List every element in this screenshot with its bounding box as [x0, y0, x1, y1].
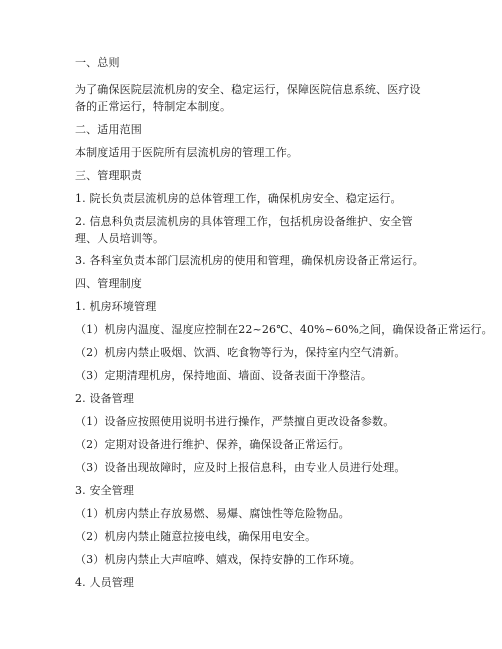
list-item-environment-3: （3）定期清理机房，保持地面、墙面、设备表面干净整洁。 — [75, 369, 373, 382]
section-heading-scope: 二、适用范围 — [75, 123, 142, 136]
subsection-heading-environment: 1. 机房环境管理 — [75, 300, 157, 313]
subsection-heading-safety: 3. 安全管理 — [75, 484, 135, 497]
list-item-equipment-2: （2）定期对设备进行维护、保养，确保设备正常运行。 — [75, 438, 350, 451]
list-item-equipment-3: （3）设备出现故障时，应及时上报信息科，由专业人员进行处理。 — [75, 461, 406, 474]
list-item-safety-1: （1）机房内禁止存放易燃、易爆、腐蚀性等危险物品。 — [75, 507, 350, 520]
section-heading-responsibilities: 三、管理职责 — [75, 169, 142, 182]
list-item-responsibility-2: 2. 信息科负责层流机房的具体管理工作，包括机房设备维护、安全管理、人员培训等。 — [75, 215, 413, 245]
list-item-equipment-1: （1）设备应按照使用说明书进行操作，严禁擅自更改设备参数。 — [75, 415, 395, 428]
list-item-safety-3: （3）机房内禁止大声喧哗、嬉戏，保持安静的工作环境。 — [75, 553, 361, 566]
list-item-responsibility-3: 3. 各科室负责本部门层流机房的使用和管理，确保机房设备正常运行。 — [75, 254, 424, 267]
paragraph-purpose: 为了确保医院层流机房的安全、稳定运行，保障医院信息系统、医疗设备的正常运行，特制定本制度。 — [75, 83, 421, 113]
paragraph-scope: 本制度适用于医院所有层流机房的管理工作。 — [75, 146, 298, 159]
subsection-heading-personnel: 4. 人员管理 — [75, 576, 135, 589]
list-item-responsibility-1: 1. 院长负责层流机房的总体管理工作，确保机房安全、稳定运行。 — [75, 192, 402, 205]
list-item-safety-2: （2）机房内禁止随意拉接电线，确保用电安全。 — [75, 530, 317, 543]
section-heading-rules: 四、管理制度 — [75, 277, 142, 290]
list-item-environment-2: （2）机房内禁止吸烟、饮酒、吃食物等行为，保持室内空气清新。 — [75, 346, 406, 359]
list-item-environment-1: （1）机房内温度、湿度应控制在22~26℃、40%~60%之间，确保设备正常运行。 — [75, 323, 493, 336]
subsection-heading-equipment: 2. 设备管理 — [75, 392, 135, 405]
section-heading-general: 一、总则 — [75, 56, 120, 69]
